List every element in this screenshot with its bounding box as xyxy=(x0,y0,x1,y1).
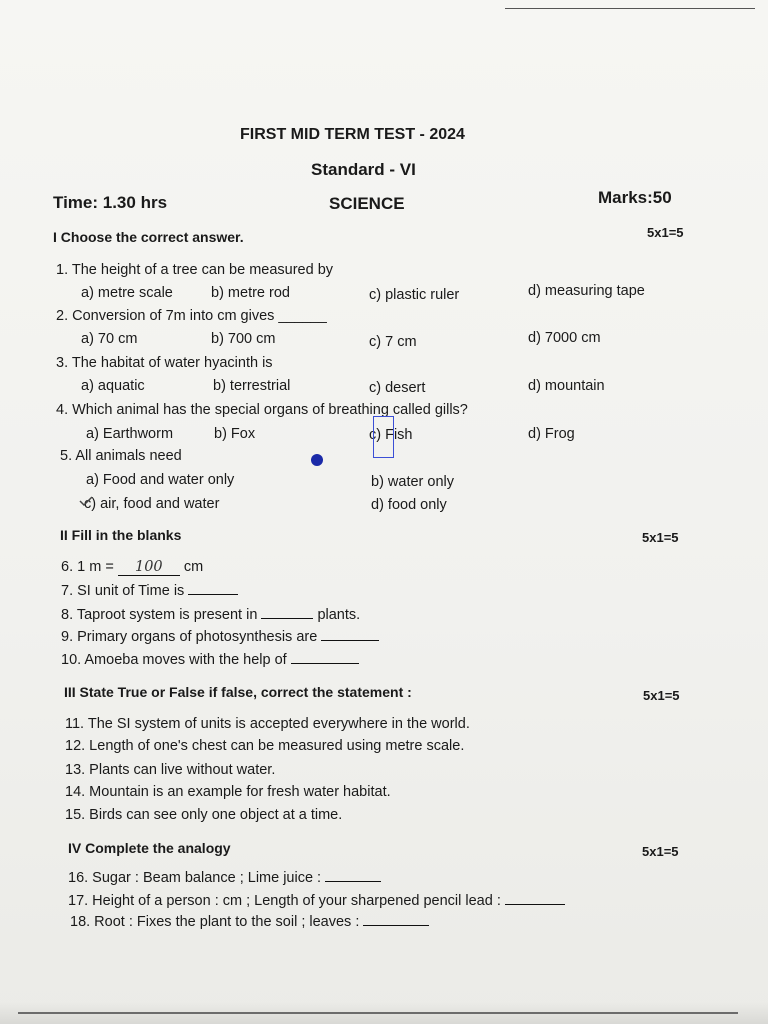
q5-option-d: d) food only xyxy=(371,497,447,513)
q6-prefix: 6. 1 m = xyxy=(61,559,114,575)
q4-option-b: b) Fox xyxy=(214,426,256,442)
question-1: 1. The height of a tree can be measured by xyxy=(56,262,334,278)
q6-answer: 100 xyxy=(118,559,180,576)
question-15: 15. Birds can see only one object at a time. xyxy=(65,807,343,823)
q1-option-d: d) measuring tape xyxy=(528,283,645,299)
q5-option-a: a) Food and water only xyxy=(86,472,235,488)
q18-blank xyxy=(363,925,429,926)
q7-text: 7. SI unit of Time is xyxy=(61,583,185,599)
q17-text: 17. Height of a person : cm ; Length of your sharpened pencil lead : xyxy=(68,893,501,909)
q8-suffix: plants. xyxy=(317,607,361,623)
q9-blank xyxy=(321,640,379,641)
q10-blank xyxy=(291,663,359,664)
q3-option-a: a) aquatic xyxy=(81,378,145,394)
time-label: Time: 1.30 hrs xyxy=(53,193,168,212)
paper-bottom-edge xyxy=(18,1012,738,1014)
q2-option-d: d) 7000 cm xyxy=(528,330,601,346)
question-9 xyxy=(61,629,379,645)
section4-heading: IV Complete the analogy xyxy=(68,840,231,856)
question-3: 3. The habitat of water hyacinth is xyxy=(56,355,273,371)
q17-blank xyxy=(505,904,565,905)
question-8 xyxy=(61,607,360,623)
question-2: 2. Conversion of 7m into cm gives ______ xyxy=(56,308,327,324)
question-6 xyxy=(61,559,203,576)
question-13: 13. Plants can live without water. xyxy=(65,762,276,778)
q10-text: 10. Amoeba moves with the help of xyxy=(61,652,287,668)
pen-answer-box xyxy=(373,416,394,458)
q1-option-c: c) plastic ruler xyxy=(369,287,460,303)
question-16 xyxy=(68,870,381,886)
section3-heading: III State True or False if false, correct the statement : xyxy=(64,684,412,700)
section4-marks: 5x1=5 xyxy=(642,844,679,859)
q5-option-c: c) air, food and water xyxy=(84,496,220,512)
q7-blank xyxy=(188,594,238,595)
section1-marks: 5x1=5 xyxy=(647,225,684,240)
question-11: 11. The SI system of units is accepted everywhere in the world. xyxy=(65,716,470,732)
q4-option-c: c) Fish xyxy=(369,427,413,443)
q2-option-c: c) 7 cm xyxy=(369,334,417,350)
q18-text: 18. Root : Fixes the plant to the soil ; leaves : xyxy=(70,914,360,930)
q3-option-c: c) desert xyxy=(369,380,426,396)
question-4: 4. Which animal has the special organs of breathing called gills? xyxy=(56,402,468,418)
q16-blank xyxy=(325,881,381,882)
q8-blank xyxy=(261,618,313,619)
q1-option-b: b) metre rod xyxy=(211,285,290,301)
question-12: 12. Length of one's chest can be measured using metre scale. xyxy=(65,738,465,754)
tick-mark-icon xyxy=(79,496,93,506)
subject-label: SCIENCE xyxy=(329,194,405,213)
question-5: 5. All animals need xyxy=(60,448,182,464)
question-18 xyxy=(70,914,429,930)
q1-option-a: a) metre scale xyxy=(81,285,173,301)
q5-option-b: b) water only xyxy=(371,474,455,490)
q9-text: 9. Primary organs of photosynthesis are xyxy=(61,629,318,645)
section2-heading: II Fill in the blanks xyxy=(60,527,182,543)
q4-option-d: d) Frog xyxy=(528,426,575,442)
question-7 xyxy=(61,583,238,599)
standard-label: Standard - VI xyxy=(311,160,416,179)
q3-option-b: b) terrestrial xyxy=(213,378,291,394)
section3-marks: 5x1=5 xyxy=(643,688,680,703)
q2-option-a: a) 70 cm xyxy=(81,331,138,347)
q2-option-b: b) 700 cm xyxy=(211,331,276,347)
q4-option-a: a) Earthworm xyxy=(86,426,174,442)
section1-heading: I Choose the correct answer. xyxy=(53,229,244,245)
section2-marks: 5x1=5 xyxy=(642,530,679,545)
q6-suffix: cm xyxy=(183,559,204,575)
paper-top-edge xyxy=(505,8,755,9)
q3-option-d: d) mountain xyxy=(528,378,605,394)
question-14: 14. Mountain is an example for fresh water habitat. xyxy=(65,784,391,800)
marks-label: Marks:50 xyxy=(598,188,672,207)
question-10 xyxy=(61,652,359,668)
exam-title: FIRST MID TERM TEST - 2024 xyxy=(240,126,465,143)
q16-text: 16. Sugar : Beam balance ; Lime juice : xyxy=(68,870,322,886)
ink-dot xyxy=(311,454,323,466)
question-17 xyxy=(68,893,565,909)
q8-prefix: 8. Taproot system is present in xyxy=(61,607,258,623)
